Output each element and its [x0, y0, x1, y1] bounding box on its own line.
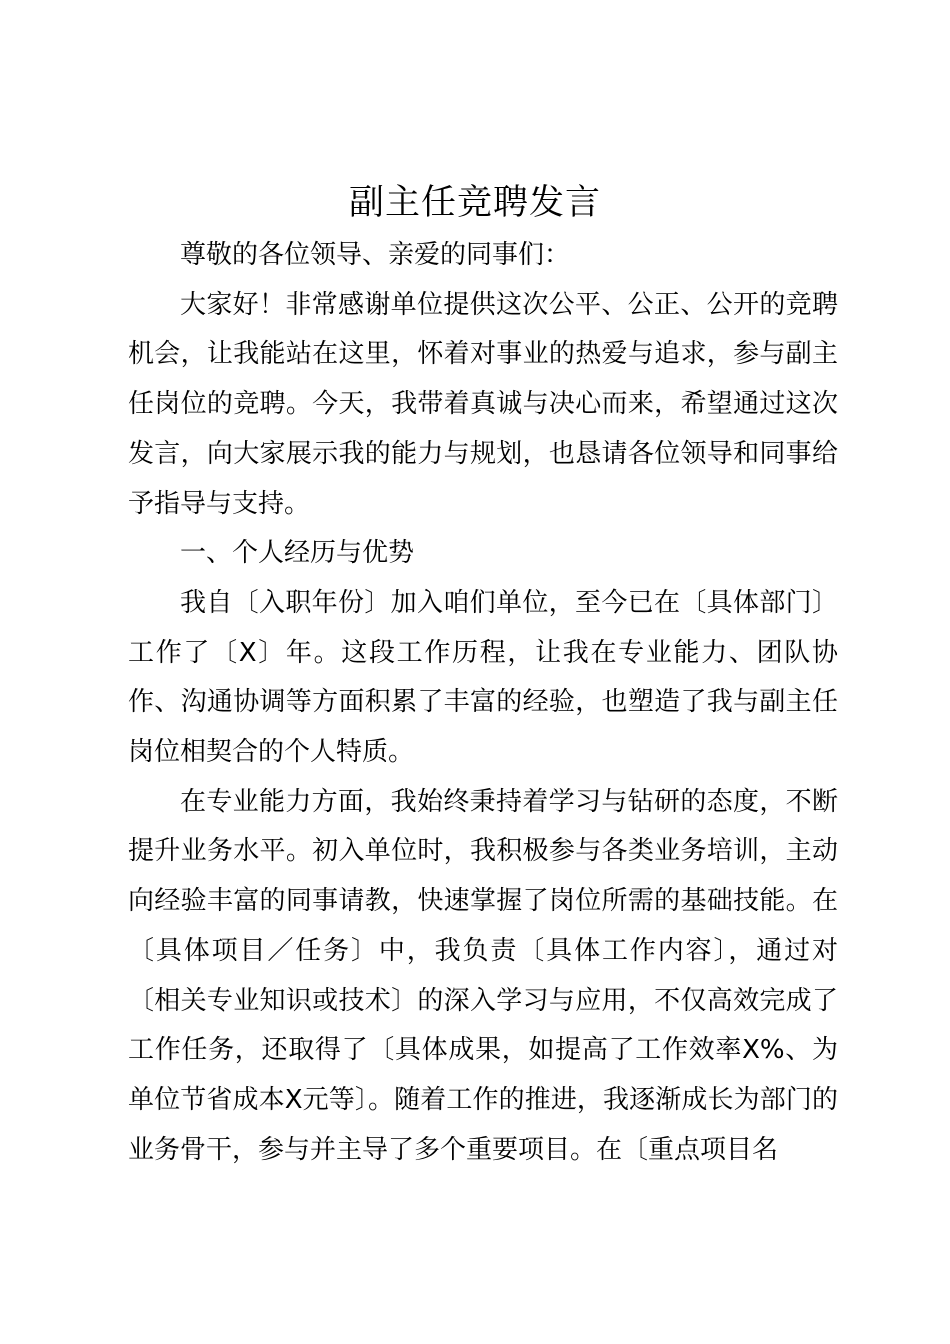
salutation-paragraph: 尊敬的各位领导、亲爱的同事们： — [180, 240, 571, 270]
greeting-paragraph: 大家好！非常感谢单位提供这次公平、公正、公开的竞聘机会，让我能站在这里，怀着对事业的热爱与追求，参与副主任岗位的竞聘。今天，我带着真诚与决心而来，希望通过这次发言，向大家展示我的能力与规划，也恳请各位领导和同事给予指导与支持。 — [128, 289, 838, 519]
document-title: 副主任竞聘发言 — [348, 183, 601, 223]
experience-paragraph: 我自〔入职年份〕加入咱们单位，至今已在〔具体部门〕工作了〔X〕年。这段工作历程，让我在专业能力、团队协作、沟通协调等方面积累了丰富的经验，也塑造了我与副主任岗位相契合的个人特质。 — [128, 587, 838, 768]
professional-ability-paragraph: 在专业能力方面，我始终秉持着学习与钻研的态度，不断提升业务水平。初入单位时，我积极参与各类业务培训，主动向经验丰富的同事请教，快速掌握了岗位所需的基础技能。在〔具体项目／任务〕中，我负责〔具体工作内容〕，通过对〔相关专业知识或技术〕的深入学习与应用，不仅高效完成了工作任务，还取得了〔具体成果，如提高了工作效率X%、为单位节省成本X元等〕。随着工作的推进，我逐渐成长为部门的业务骨干，参与并主导了多个重要项目。在〔重点项目名 — [128, 786, 838, 1165]
document-body — [128, 231, 838, 1175]
section-heading: 一、个人经历与优势 — [180, 538, 415, 569]
